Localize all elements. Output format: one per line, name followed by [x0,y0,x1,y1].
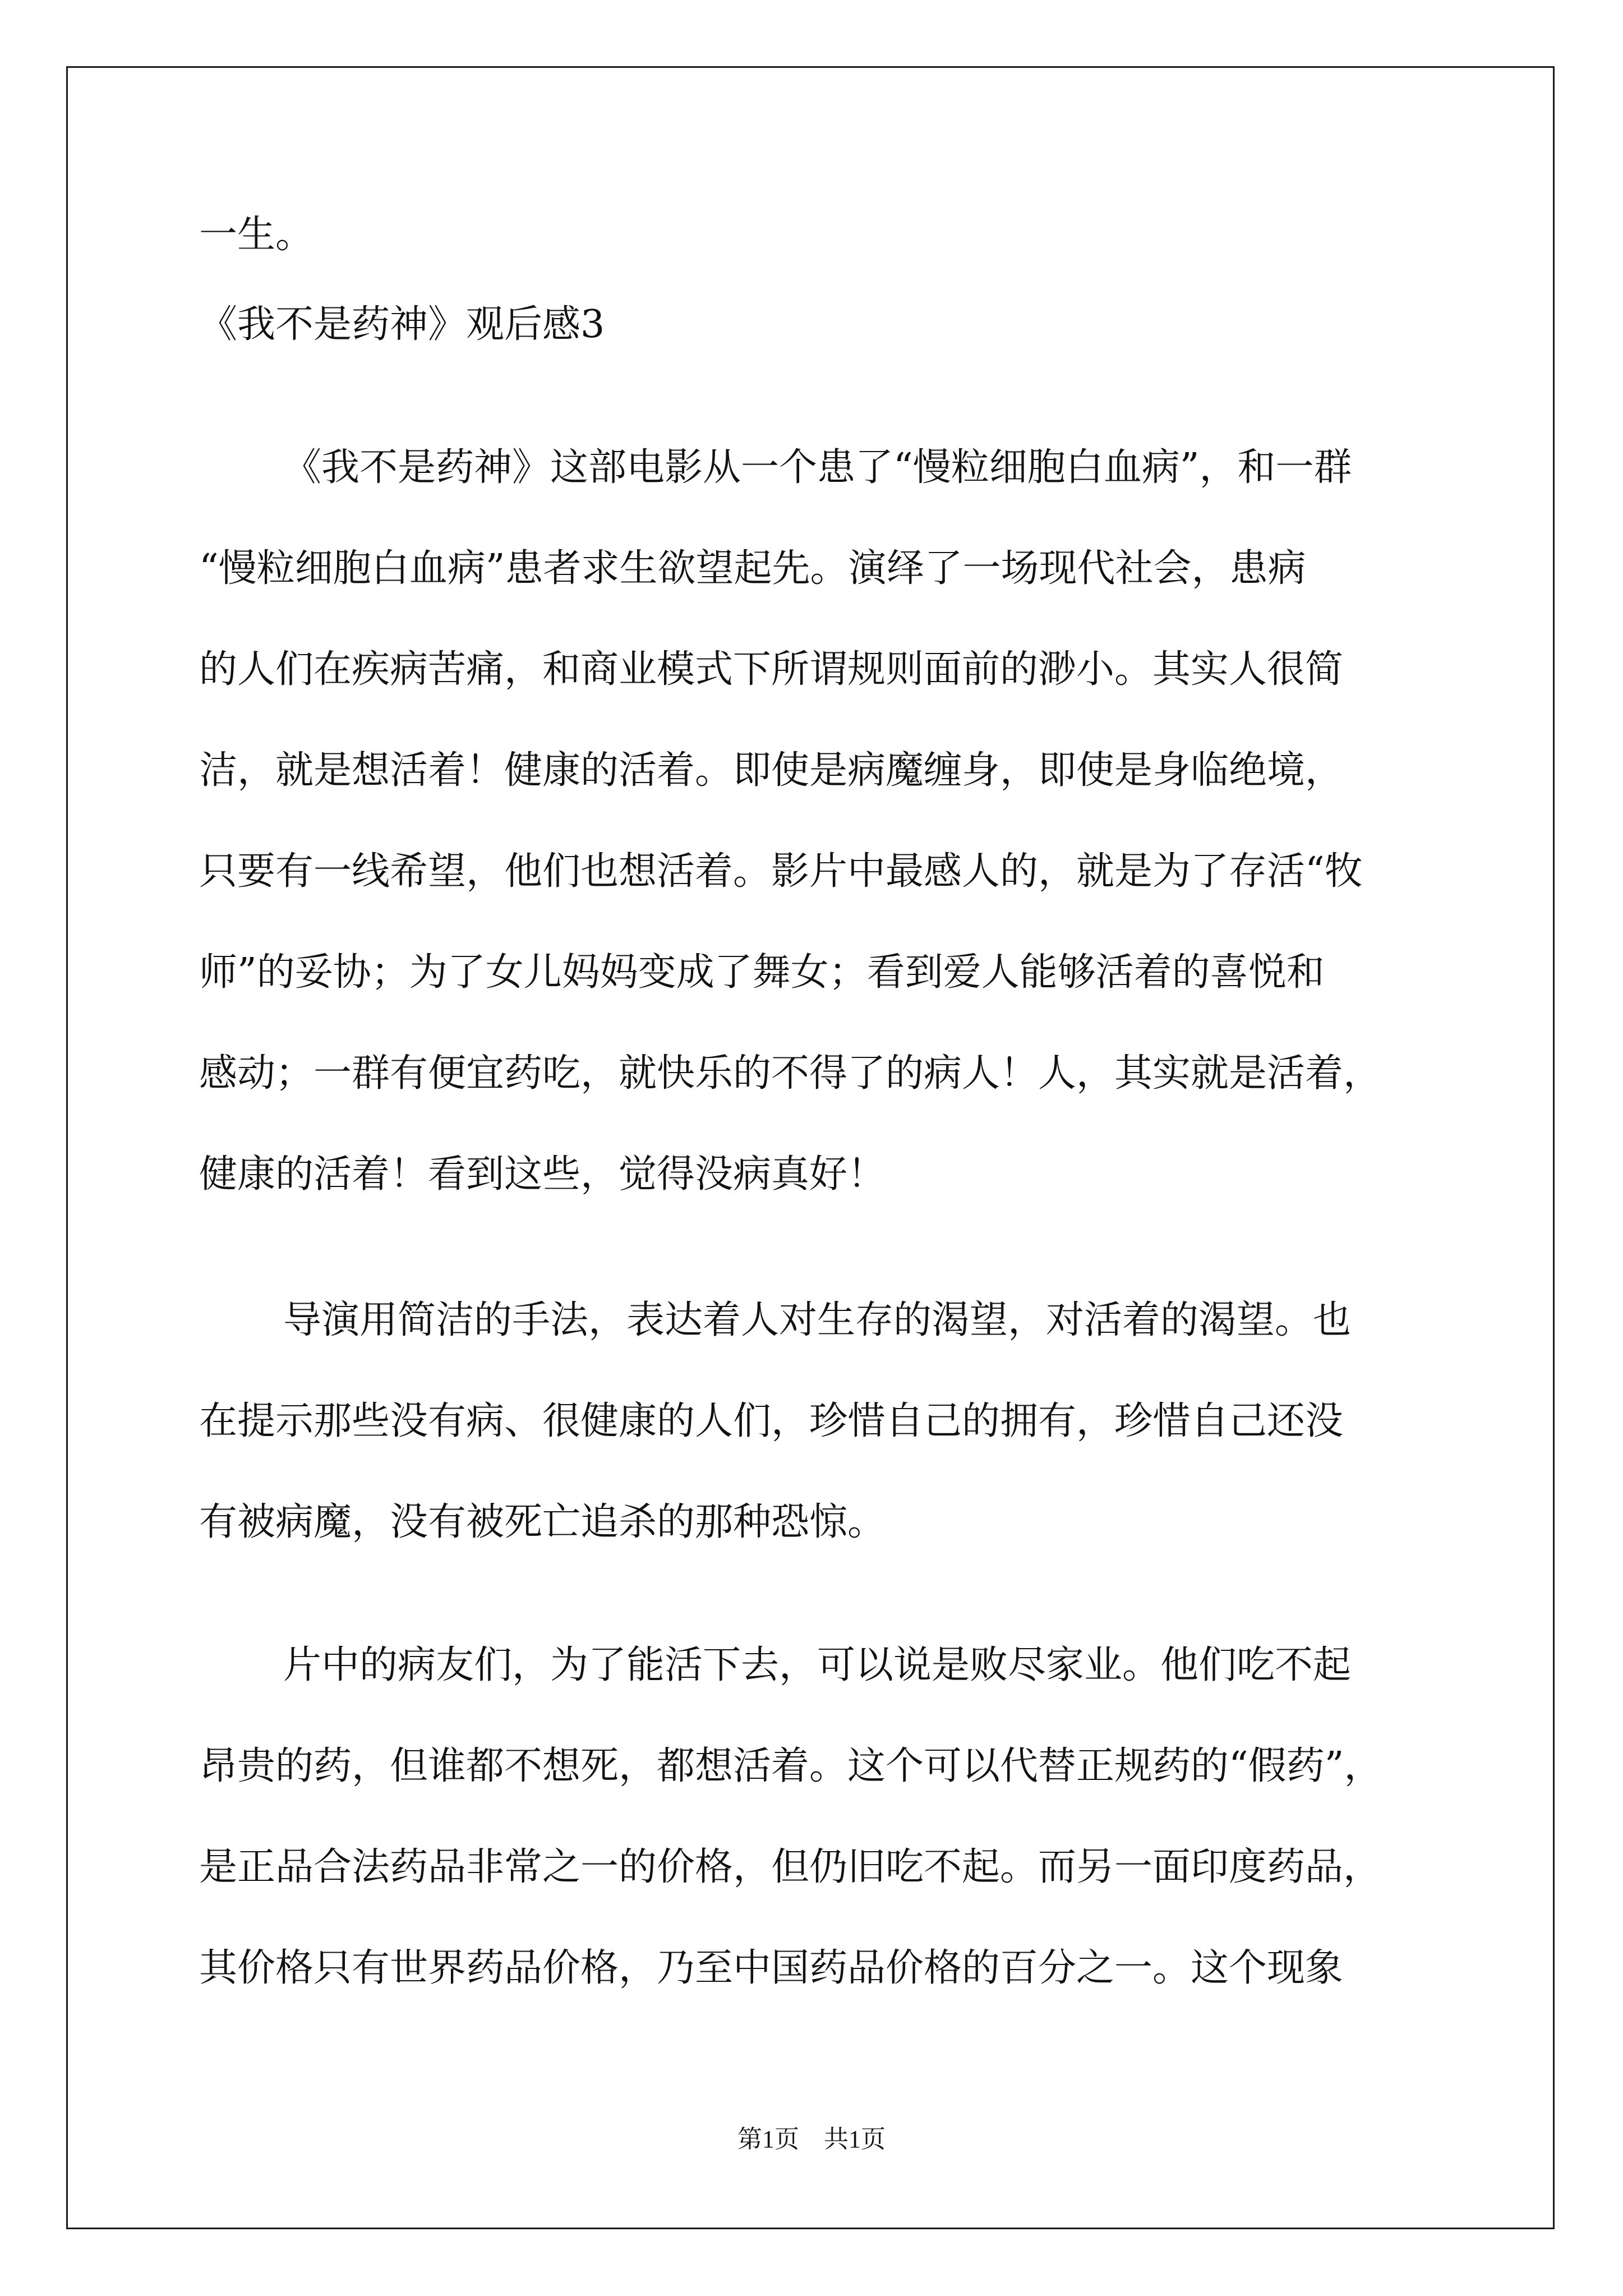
paragraph-line: 其价格只有世界药品价格，乃至中国药品价格的百分之一。这个现象 [199,1946,1344,1990]
paragraph-line: 导演用简洁的手法，表达着人对生存的渴望，对活着的渴望。也 [283,1298,1352,1342]
paragraph-line: 的人们在疾病苦痛，和商业模式下所谓规则面前的渺小。其实人很简 [199,647,1344,692]
paragraph-line: 健康的活着！看到这些，觉得没病真好！ [199,1152,886,1197]
section-heading: 《我不是药神》观后感3 [199,302,605,347]
paragraph-line: 片中的病友们，为了能活下去，可以说是败尽家业。他们吃不起 [283,1643,1352,1687]
page-border [66,66,1555,2229]
paragraph-line: 是正品合法药品非常之一的价格，但仍旧吃不起。而另一面印度药品， [199,1845,1382,1889]
paragraph-line: “慢粒细胞白血病”患者求生欲望起先。演绎了一场现代社会，患病 [199,546,1306,591]
paragraph-line: 在提示那些没有病、很健康的人们，珍惜自己的拥有，珍惜自己还没 [199,1399,1344,1443]
paragraph-line: 《我不是药神》这部电影从一个患了“慢粒细胞白血病”，和一群 [283,445,1352,490]
paragraph-line: 只要有一线希望，他们也想活着。影片中最感人的，就是为了存活“牧 [199,849,1363,894]
paragraph-line: 昂贵的药，但谁都不想死，都想活着。这个可以代替正规药的“假药”， [199,1744,1382,1788]
paragraph-line: 师”的妥协；为了女儿妈妈变成了舞女；看到爱人能够活着的喜悦和 [199,950,1325,995]
paragraph-line: 感动；一群有便宜药吃，就快乐的不得了的病人！人，其实就是活着， [199,1051,1382,1096]
text-line: 一生。 [199,213,314,257]
paragraph-line: 洁，就是想活着！健康的活着。即使是病魔缠身，即使是身临绝境， [199,748,1344,793]
page-footer: 第1页 共1页 [737,2125,886,2153]
paragraph-line: 有被病魔，没有被死亡追杀的那种恐惊。 [199,1500,886,1544]
